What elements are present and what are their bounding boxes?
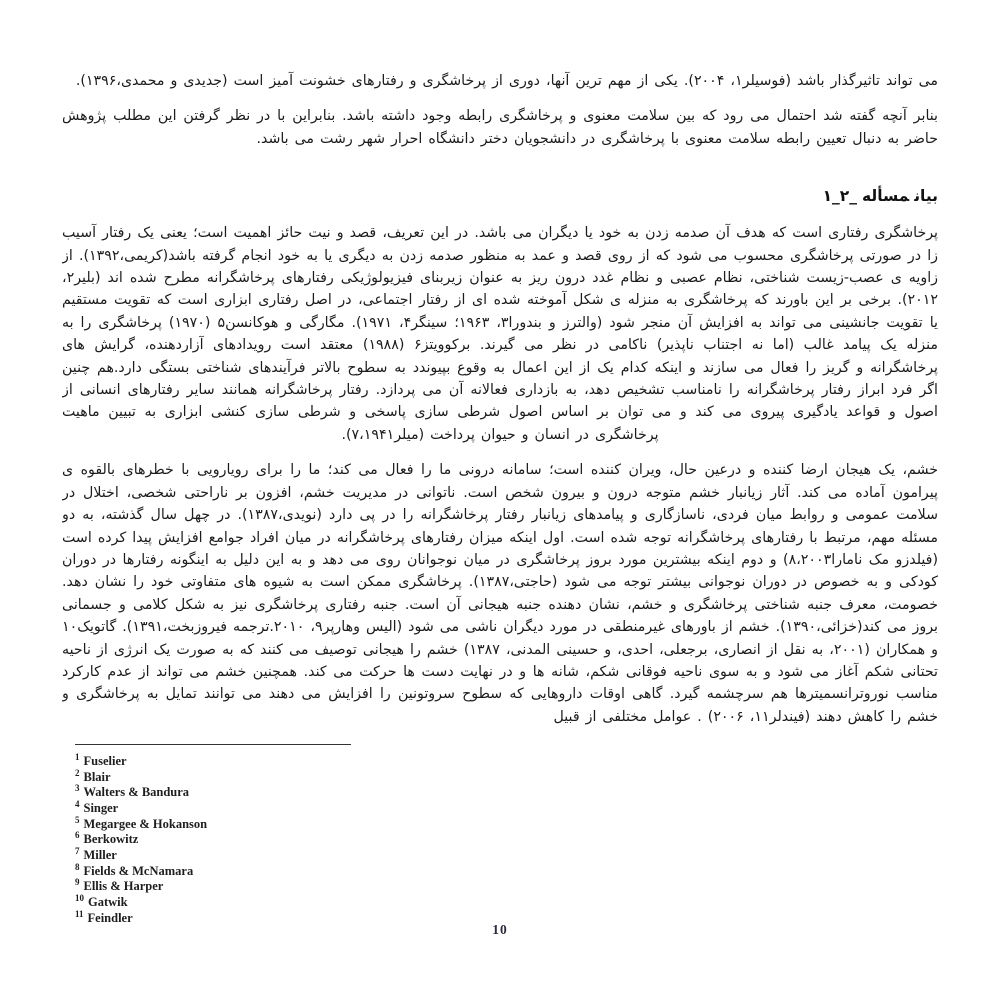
footnote-number: 6 <box>75 830 80 841</box>
section-paragraph-1: پرخاشگری رفتاری است که هدف آن صدمه زدن به خود یا دیگران می باشد. در این تعریف، قصد و نیت حائز اهمیت است؛ یعنی یک رفتار آسیب زا در صورتی پرخاشگری محسوب می شود که از روی قصد و عمد به منظور صدمه زدن به دیگری یا به خود انجام گرفته باشد(کریمی،۱۳۹۲). از زاویه ی عصب-زیست شناختی، نظام عصبی و نظام غدد درون ریز به عنوان زیربنای فیزیولوژیکی رفتارهای پرخاشگرانه مطرح شده اند (بلیر۲، ۲۰۱۲). برخی بر این باورند که پرخاشگری به منزله ی شکل آموخته شده ای از رفتار اجتماعی، در اصل رفتاری ابزاری است که تقویت مستقیم یا تقویت جانشینی می تواند به افزایش آن منجر شود (والترز و بندورا۳، ۱۹۶۳؛ سینگر۴، ۱۹۷۱). مگارگی و هوکانسن۵ (۱۹۷۰) پرخاشگری را به منزله یک پیامد غالب (اما نه اجتناب ناپذیر) ناکامی در نظر می گیرند. برکوویتز۶ (۱۹۸۸) معتقد است رویدادهای آزاردهنده، گرایش های پرخاشگرانه و گریز را فعال می سازند و اینکه کدام یک از این اعمال به وقوع بپیوندد به سطوح بالاتر فرآیندهای شناختی بستگی دارد.هم چنین اگر فرد ابراز رفتار پرخاشگرانه را نامناسب تشخیص دهد، به بازداری فعالانه آن می پردازد. رفتار پرخاشگرانه همانند سایر رفتارهای انسانی از اصول و قواعد یادگیری پیروی می کند و می توان بر اساس اصول شرطی سازی پاسخی و شرطی سازی کنشی ابزاری به تبیین ماهیت پرخاشگری در انسان و حیوان پرداخت (میلر۷،۱۹۴۱). <box>62 225 938 443</box>
footnote-number: 4 <box>75 798 80 809</box>
footnote-item <box>75 816 675 832</box>
footnote-number: 9 <box>75 877 80 888</box>
footnote-label: Blair <box>83 769 111 784</box>
intro-paragraph-2: بنابر آنچه گفته شد احتمال می رود که بین سلامت معنوی و پرخاشگری رابطه وجود داشته باشد. بنابراین با در نظر گرفتن این مطلب پژوهش حاضر به دنبال تعیین رابطه سلامت معنوی با پرخاشگری در دانشجویان دختر دانشگاه احرار شهر رشت می باشد. <box>62 108 938 147</box>
body-text <box>62 70 938 746</box>
section-heading-number: ۱_۲_ <box>822 187 857 206</box>
section-heading-word-1: بیان <box>914 187 938 206</box>
footnote-block <box>75 744 675 925</box>
footnote-number: 7 <box>75 845 80 856</box>
footnote-label: Fields & McNamara <box>83 863 194 878</box>
footnote-number: 5 <box>75 814 80 825</box>
section-heading-word-2: مسأله <box>861 187 910 206</box>
intro-paragraph-1: می تواند تاثیرگذار باشد (فوسیلر۱، ۲۰۰۴). یکی از مهم ترین آنها، دوری از پرخاشگری و رفتارهای خشونت آمیز است (جدیدی و محمدی،۱۳۹۶). <box>75 73 938 89</box>
footnote-number: 11 <box>75 908 84 919</box>
section-paragraph-2: خشم، یک هیجان ارضا کننده و درعین حال، ویران کننده است؛ سامانه درونی ما را فعال می کند؛ ما را برای رویارویی با خطرهای بالقوه ی پیرامون آماده می کند. آثار زیانبار خشم متوجه درون و بیرون شخص است. ناتوانی در مدیریت خشم، افزون بر ناراحتی شخصی، اختلال در سلامت عمومی و روابط میان فردی، ناسازگاری و پیامدهای زیانبار رفتار پرخاشگرانه را در پی دارد (نویدی،۱۳۸۷). در چهل سال گذشته، به دو مسئله مهم، مرتبط با رفتارهای پرخاشگرانه توجه شده است. اول اینکه میزان رفتارهای پرخاشگرانه در میان افراد جوامع افزایش پیدا کرده است (فیلدزو مک نامارا۸،۲۰۰۳) و دوم اینکه بیشترین مورد بروز پرخاشگری در میان نوجوانان روی می دهد و به این دلیل به اینگونه رفتارها در دوران کودکی و به خصوص در دوران نوجوانی بیشتر توجه می شود (حاجتی،۱۳۸۷). پرخاشگری ممکن است به شیوه های متفاوتی خود را نشان دهد. خصومت، معرف جنبه شناختی پرخاشگری و خشم، نشان دهنده جنبه هیجانی آن است. جنبه رفتاری پرخاشگری نیز به شکل کلامی و جسمانی بروز می کند(خزائی،۱۳۹۰). خشم از باورهای غیرمنطقی در مورد دیگران ناشی می شود (الیس وهارپر۹، ۲۰۱۰.ترجمه فیروزبخت،۱۳۹۱). گاتویک۱۰ و همکاران (۲۰۰۱، به نقل از انصاری، برجعلی، احدی، و حسینی المدنی، ۱۳۸۷) خشم را هیجانی توصیف می کنند که به صورت یک انرژی از ناحیه تحتانی شکم آغاز می شود و به سوی ناحیه فوقانی شکم، شانه ها و در نهایت دست ها حرکت می کند. همچنین خشم می تواند از عدم کارکرد مناسب نوروترانسمیترها هم سرچشمه گیرد. گاهی اوقات داروهایی که سطوح سروتونین را افزایش می دهند می توانند تمایل به پرخاشگری و خشم را کاهش دهند (فیندلر۱۱، ۲۰۰۶) . عوامل مختلفی از قبیل <box>62 462 938 725</box>
footnote-item <box>75 894 675 910</box>
footnote-label: Ellis & Harper <box>83 879 164 894</box>
footnote-number: 2 <box>75 767 80 778</box>
footnote-label: Miller <box>83 848 117 863</box>
footnote-label: Feindler <box>87 910 133 925</box>
footnote-label: Walters & Bandura <box>83 785 190 800</box>
section-heading <box>62 184 938 208</box>
footnote-item <box>75 847 675 863</box>
footnote-label: Megargee & Hokanson <box>83 816 208 831</box>
footnote-number: 3 <box>75 783 80 794</box>
footnote-number: 8 <box>75 861 80 872</box>
footnote-separator <box>75 744 351 745</box>
footnote-item <box>75 878 675 894</box>
footnote-item <box>75 831 675 847</box>
footnote-item <box>75 784 675 800</box>
footnote-item <box>75 753 675 769</box>
footnote-item <box>75 769 675 785</box>
footnote-number: 1 <box>75 752 80 762</box>
footnote-item <box>75 863 675 879</box>
footnote-label: Berkowitz <box>83 832 139 847</box>
footnote-item <box>75 800 675 816</box>
footnote-label: Gatwik <box>88 895 128 910</box>
page-number: 10 <box>492 922 508 937</box>
footnote-label: Fuselier <box>83 754 127 769</box>
footnote-number: 10 <box>75 892 84 903</box>
footnote-label: Singer <box>83 801 119 816</box>
